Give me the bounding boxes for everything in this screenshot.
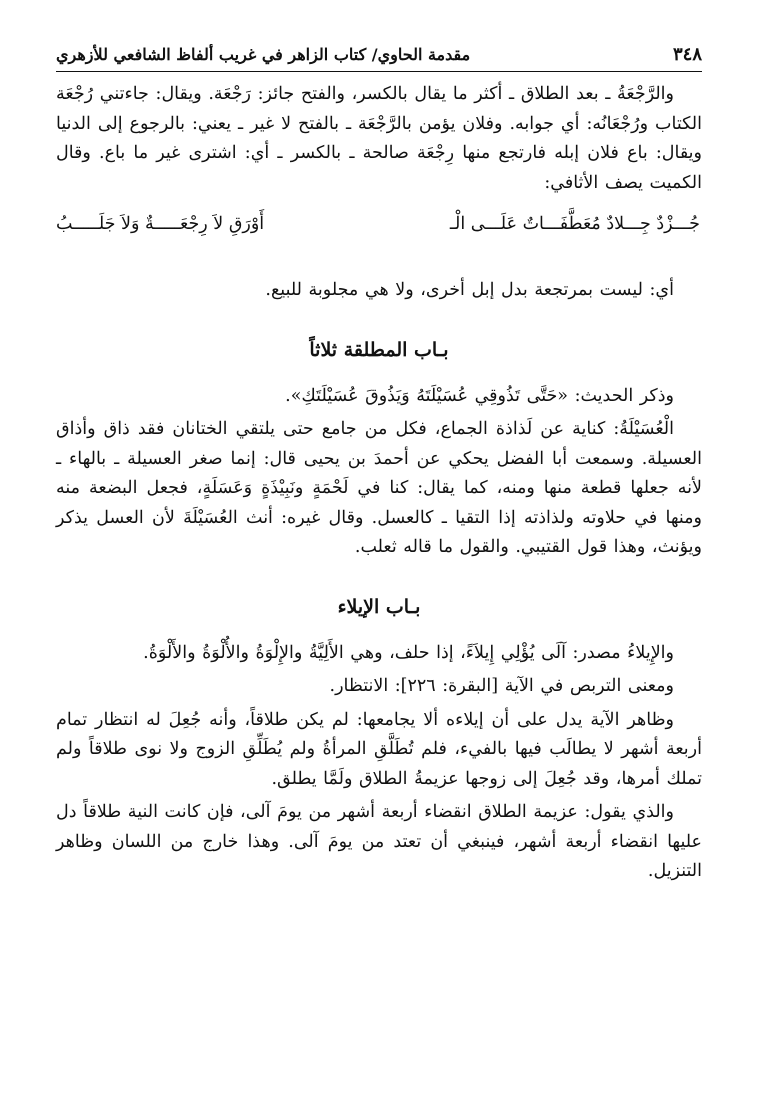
section-heading-ila: بـاب الإيلاء [337, 595, 421, 618]
section-heading-divorced-thrice: بـاب المطلقة ثلاثاً [309, 338, 449, 361]
paragraph-verse-meaning: وظاهر الآية يدل على أن إيلاءه ألا يجامعها: لم يكن طلاقاً، وأنه جُعِلَ له انتظار تمام أربعة أشهر لا يطالَب فيها بالفيء، فلم تُطَلَّقِ المرأةُ ولم يُطَلِّقِ الزوج ولا نوى طلاقاً ولم تملك أمرها، وقد جُعِلَ إلى زوجها عزيمةُ الطلاق ولَمَّا يطلق. [56, 709, 702, 789]
paragraph-after-verse: أي: ليست بمرتجعة بدل إبل أخرى، ولا هي مجلوبة للبيع. [265, 280, 674, 300]
paragraph-usaila: الْعُسَيْلَةُ: كناية عن لَذاذة الجماع، فكل من جامع حتى يلتقي الختانان فقد ذاق وأذاق العسيلة. وسمعت أبا الفضل يحكي عن أحمدَ بن يحيى قال: إنما صغر العسيلة ـ بالهاء ـ لأنه جعلها قطعة منها ومنه، كما يقال: كنا في لَحْمَةٍ ونَبِيْذَةٍ وَعَسَلَةٍ، فجعل البضعة منه ومنها في حلاوته ولذاذته إذا التقيا ـ كالعسل. وقال غيره: أنث العُسَيْلَةَ لأن العسل يذكر ويؤنث، وهذا قول القتيبي. والقول ما قاله ثعلب. [56, 419, 702, 557]
verse-hemistich-first: جُـــزْدٌ جِـــلادٌ مُعَطَّفَـــاتٌ عَلَـــى الْـ [449, 214, 700, 234]
verse-hemistich-second: أَوْرَقِ لاَ رِجْعَـــــةٌ وَلاَ جَلَـــــبُ [56, 214, 265, 234]
running-title: مقدمة الحاوي/ كتاب الزاهر في غريب ألفاظ الشافعي للأزهري [56, 45, 471, 64]
running-header [56, 44, 702, 72]
paragraph-hadith: وذكر الحديث: «حَتَّى تَذُوقِي عُسَيْلَتَهُ وَيَذُوقَ عُسَيْلَتَكِ». [285, 385, 674, 406]
paragraph-azima: والذي يقول: عزيمة الطلاق انقضاء أربعة أشهر من يومَ آلى، فإن كانت النية طلاقاً دل عليها انقضاء أربعة أشهر، فينبغي أن تعتد من يومَ آلى. وهذا خارج من اللسان وظاهر التنزيل. [56, 802, 702, 881]
paragraph-tarabbus: ومعنى التربص في الآية [البقرة: ٢٢٦]: الانتظار. [329, 676, 674, 696]
paragraph-ila-definition: والإِيلاءُ مصدر: آلَى يُؤْلِي إِيلاَءً، إذا حلف، وهي الأَلِيَّةُ والإِلْوَةُ والأُلْوَةُ والأَلْوَةُ. [143, 642, 674, 663]
page-number: ٣٤٨ [672, 44, 702, 65]
poetry-verse [56, 204, 702, 244]
document-page [56, 44, 702, 1064]
paragraph-rajaa: والرَّجْعَةُ ـ بعد الطلاق ـ أكثر ما يقال بالكسر، والفتح جائز: رَجْعَة. ويقال: جاءتني رُجْعَة الكتاب ورُجْعَانُه: أي جوابه. وفلان يؤمن بالرَّجْعَة ـ بالفتح لا غير ـ يعني: بالرجوع إلى الدنيا ويقال: باع فلان إبله فارتجع منها رِجْعَة صالحة ـ بالكسر ـ أي: اشترى غير ما باع. وقال الكميت يصف الأثافي: [56, 84, 702, 193]
